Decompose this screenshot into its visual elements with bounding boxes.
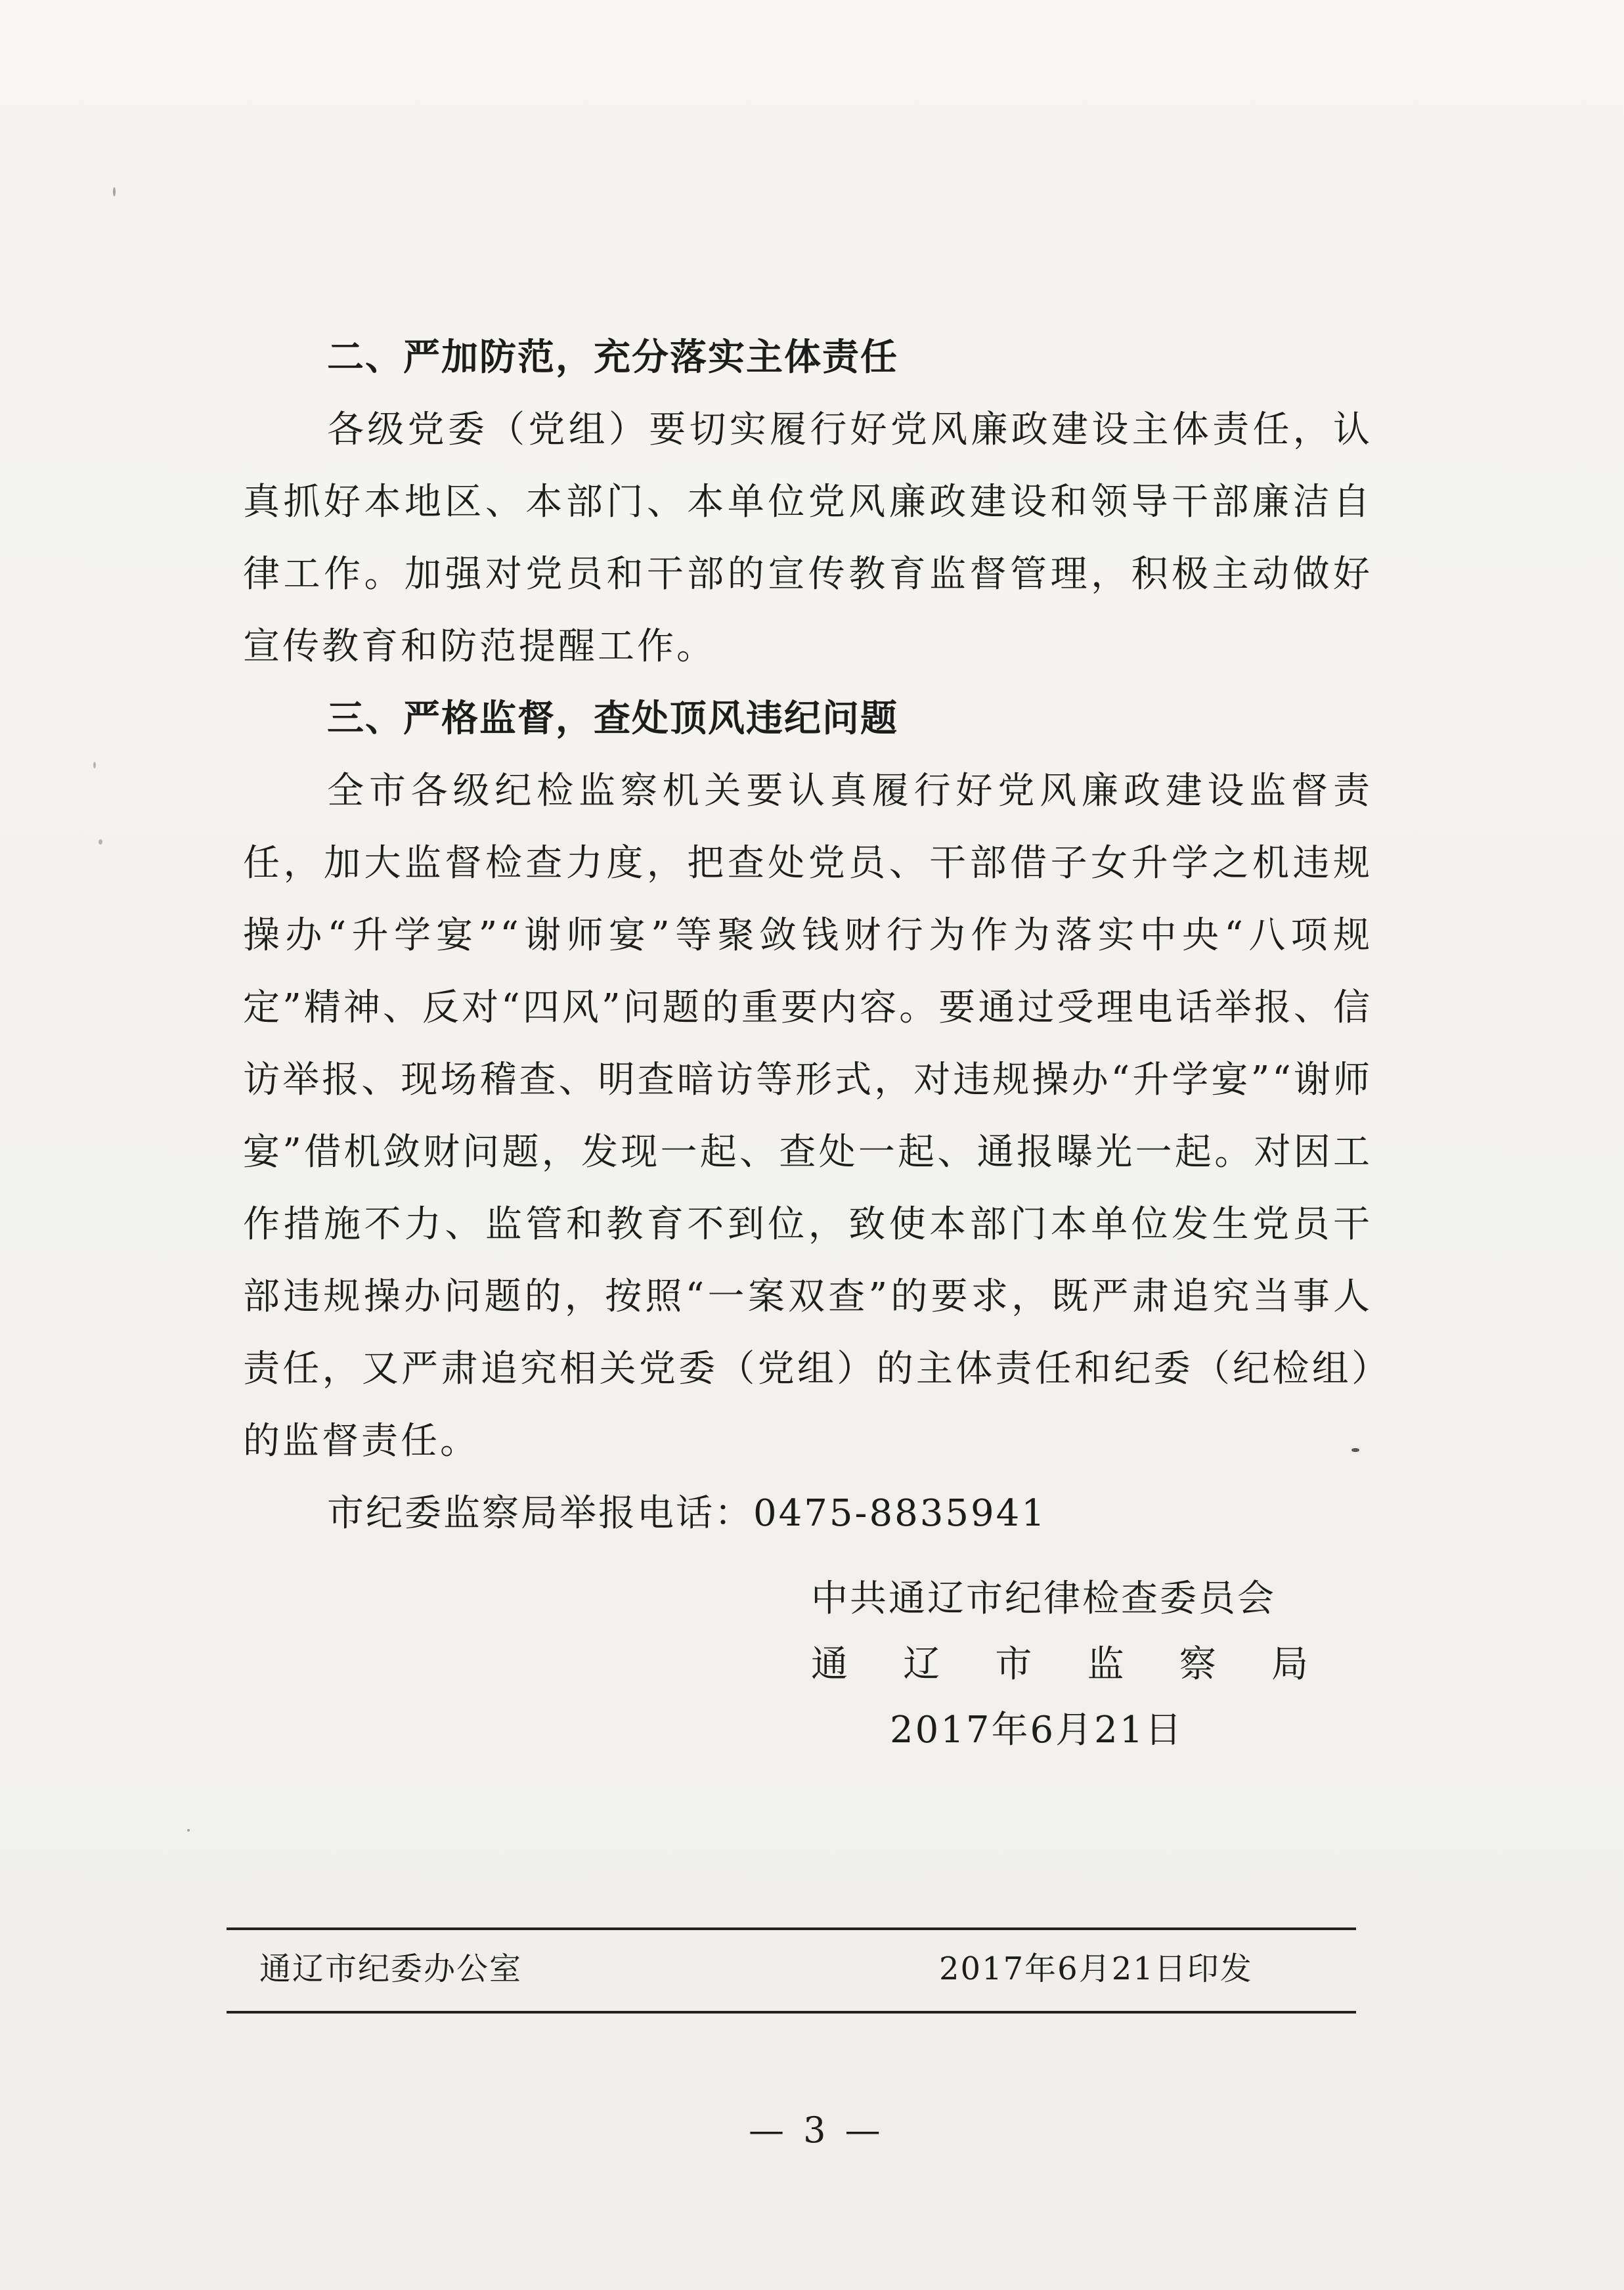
signature-org-bureau bbox=[811, 1632, 1310, 1698]
signature-char: 辽 bbox=[903, 1643, 942, 1686]
document-body bbox=[243, 322, 1372, 1550]
scan-speck bbox=[99, 839, 102, 845]
footer-issuer: 通辽市纪委办公室 bbox=[259, 1950, 523, 1987]
scan-speck bbox=[113, 187, 116, 196]
scan-speck bbox=[1351, 1448, 1359, 1452]
signature-date: 2017年6月21日 bbox=[890, 1709, 1184, 1751]
signature-org-commission: 中共通辽市纪律检查委员会 bbox=[811, 1577, 1276, 1620]
section-2-paragraph: 各级党委（党组）要切实履行好党风廉政建设主体责任，认真抓好本地区、本部门、本单位党风廉政建设和领导干部廉洁自律工作。加强对党员和干部的宣传教育监督管理，积极主动做好宣传教育和防范提醒工作。 bbox=[243, 408, 1372, 668]
hotline-text: 市纪委监察局举报电话：0475-8835941 bbox=[327, 1492, 1047, 1535]
signature-char: 市 bbox=[995, 1643, 1034, 1686]
signature-block bbox=[811, 1566, 1310, 1763]
footer-rule-bottom bbox=[227, 2011, 1356, 2014]
signature-char: 察 bbox=[1179, 1643, 1218, 1686]
footer-issue-date: 2017年6月21日印发 bbox=[939, 1950, 1253, 1987]
section-2-heading: 二、严加防范，充分落实主体责任 bbox=[327, 336, 898, 379]
scan-speck bbox=[187, 1829, 190, 1832]
footer-rule-top bbox=[227, 1927, 1356, 1930]
signature-char: 监 bbox=[1087, 1643, 1126, 1686]
page-number: — 3 — bbox=[749, 2109, 885, 2151]
signature-char: 通 bbox=[811, 1643, 850, 1686]
section-3-heading: 三、严格监督，查处顶风违纪问题 bbox=[327, 697, 898, 740]
section-3-paragraph: 全市各级纪检监察机关要认真履行好党风廉政建设监督责任，加大监督检查力度，把查处党员、干部借子女升学之机违规操办“升学宴”“谢师宴”等聚敛钱财行为作为落实中央“八项规定”精神、反对“四风”问题的重要内容。要通过受理电话举报、信访举报、现场稽查、明查暗访等形式，对违规操办“升学宴”“谢师宴”借机敛财问题，发现一起、查处一起、通报曝光一起。对因工作措施不力、监管和教育不到位，致使本部门本单位发生党员干部违规操办问题的，按照“一案双查”的要求，既严肃追究当事人责任，又严肃追究相关党委（党组）的主体责任和纪委（纪检组）的监督责任。 bbox=[243, 770, 1372, 1463]
signature-char: 局 bbox=[1271, 1643, 1310, 1686]
scan-speck bbox=[93, 762, 96, 768]
